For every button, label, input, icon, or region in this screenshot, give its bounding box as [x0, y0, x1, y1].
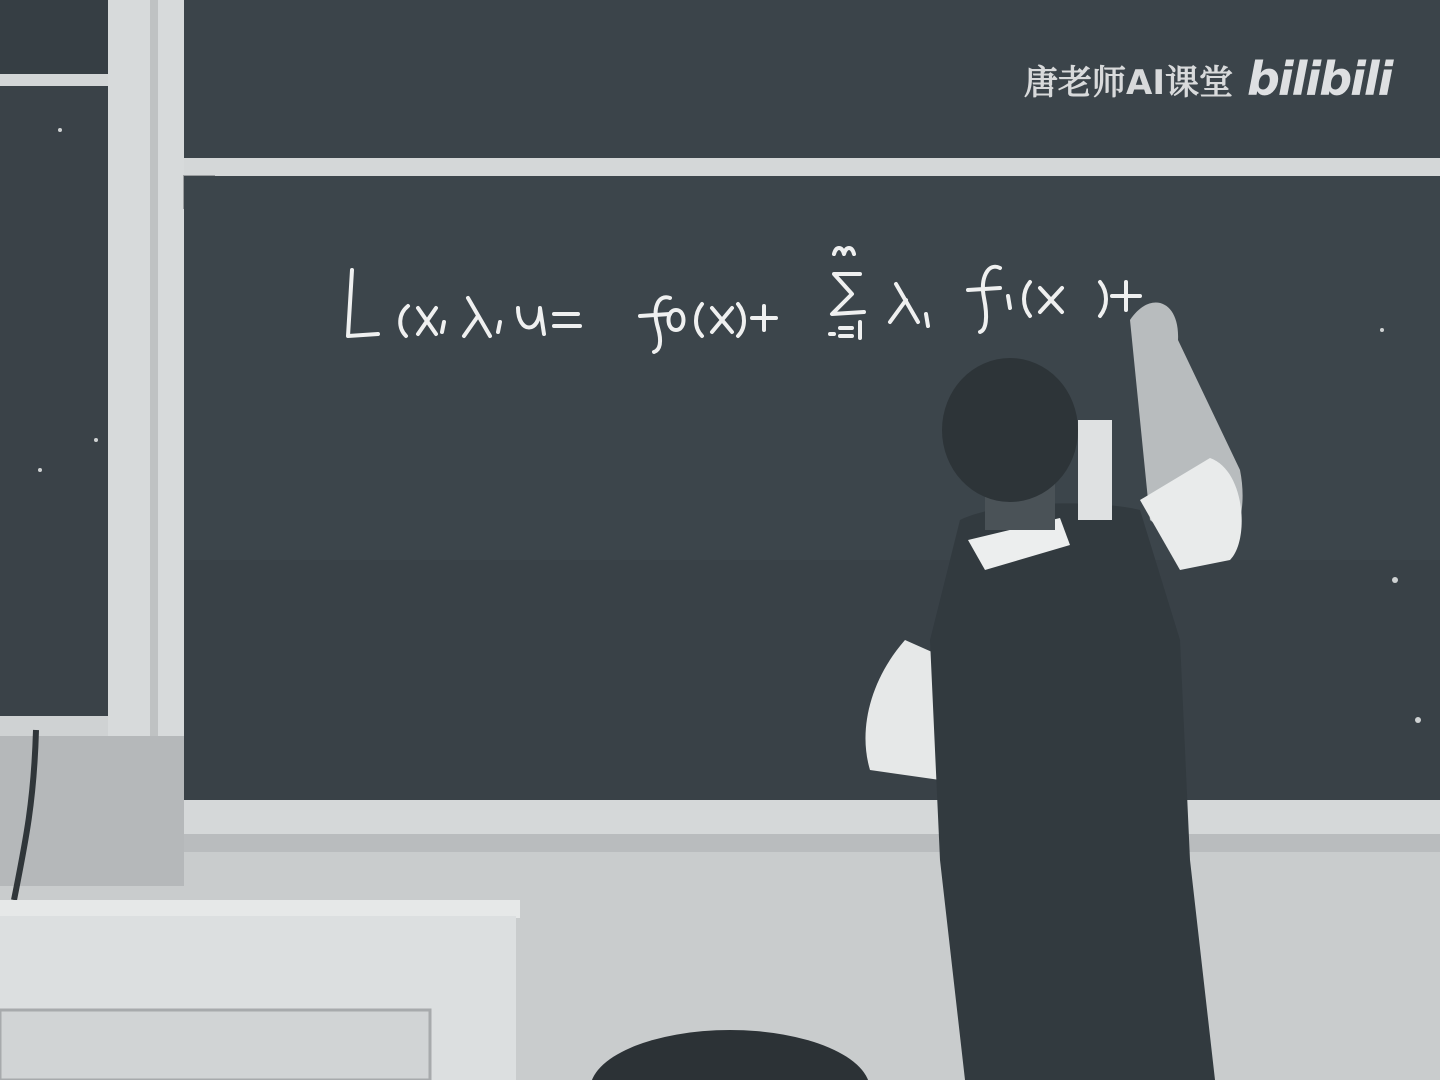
board-divider: [184, 158, 1440, 176]
chalk-glyph-zero: [669, 310, 684, 330]
chalk-glyph-paren-close-2: [1100, 282, 1106, 316]
chalk-glyph-f-i: [968, 267, 1010, 332]
chalk-glyph-comma-2: [498, 322, 500, 332]
chalk-glyph-lambda: [464, 298, 490, 336]
tray-ledge: [184, 834, 1440, 854]
chalk-tray: [184, 800, 1440, 836]
chalk-glyph-equals: [554, 314, 580, 326]
bilibili-logo: bilibili: [1246, 52, 1392, 106]
left-board-frame-top: [0, 74, 112, 86]
left-board: [0, 80, 112, 720]
chalk-glyph-upsilon: [518, 308, 544, 334]
chalk-glyph-x-3: [1040, 288, 1062, 312]
chalk-glyph-i-equals-1: [830, 322, 860, 338]
podium-top: [0, 900, 520, 918]
chalk-glyph-m: [834, 248, 854, 254]
chalk-glyph-f: [640, 297, 670, 352]
chalk-glyph-plus-2: [1112, 282, 1140, 310]
chalk-equation: [340, 238, 1200, 358]
chalk-glyph-x-2: [712, 308, 732, 332]
chalk-glyph-comma: [442, 322, 444, 332]
main-board-shade: [184, 560, 1440, 806]
left-board-upper: [0, 0, 112, 74]
chalk-glyph-plus: [752, 306, 776, 330]
podium-panel: [0, 1010, 430, 1080]
lecturer-head: [942, 358, 1078, 502]
chalk-glyph-paren-2: [696, 304, 702, 336]
chalk-glyph-lambda-i: [890, 284, 928, 326]
chalk-glyph-paren: [400, 306, 408, 336]
chalk-glyph-L: [348, 270, 378, 336]
watermark: [1024, 52, 1391, 106]
chalk-glyph-paren-3: [1024, 282, 1030, 316]
chalk-glyph-x: [418, 308, 436, 334]
chalk-glyph-paren-close: [738, 304, 744, 336]
left-board-tray: [0, 716, 122, 736]
chalk-glyph-sigma: [832, 274, 864, 314]
channel-name: 唐老师AI课堂: [1024, 62, 1233, 103]
paper-sheet: [1078, 420, 1112, 520]
